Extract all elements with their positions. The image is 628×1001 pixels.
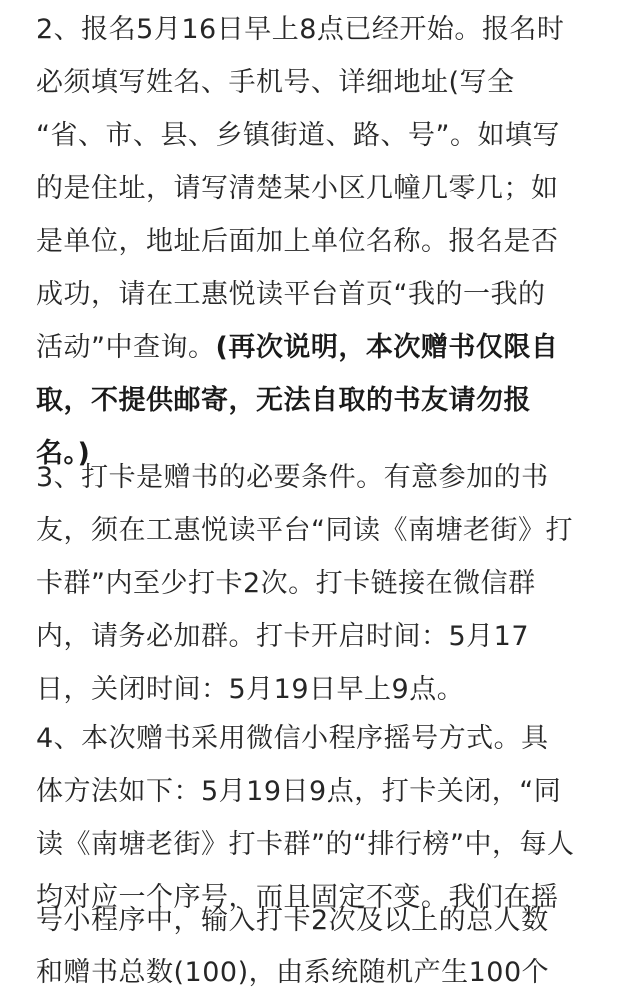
text-line: 日，关闭时间：5月19日早上9点。 — [36, 674, 465, 705]
text-line — [36, 320, 558, 376]
text-line: 内，请务必加群。打卡开启时间：5月17 — [36, 621, 530, 652]
text-line: 读《南塘老街》打卡群”的“排行榜”中，每人 — [36, 829, 575, 860]
text-line: 必须填写姓名、手机号、详细地址(写全 — [36, 67, 515, 98]
bold-notice-text: 名。) — [36, 438, 91, 469]
text-line: 成功，请在工惠悦读平台首页“我的一我的 — [36, 279, 546, 310]
text-line: 是单位，地址后面加上单位名称。报名是否 — [36, 226, 559, 257]
text-line: 的是住址，请写清楚某小区几幢几零几；如 — [36, 173, 559, 204]
text-line: “省、市、县、乡镇街道、路、号”。如填写 — [36, 120, 560, 151]
text-line: 卡群”内至少打卡2次。打卡链接在微信群 — [36, 568, 536, 599]
text-segment: 活动”中查询。 — [36, 332, 216, 363]
text-line: 均对应一个序号，而且固定不变。我们在摇 — [36, 882, 559, 913]
text-line: 和赠书总数(100)，由系统随机产生100个 — [36, 957, 550, 988]
text-line: 3、打卡是赠书的必要条件。有意参加的书 — [36, 462, 549, 493]
text-line: 号小程序中，输入打卡2次及以上的总人数 — [36, 905, 549, 936]
bold-notice-text: (再次说明，本次赠书仅限自 — [215, 332, 559, 363]
text-line: 友，须在工惠悦读平台“同读《南塘老街》打 — [36, 515, 573, 546]
text-line: 体方法如下：5月19日9点，打卡关闭，“同 — [36, 776, 562, 807]
bold-notice-text: 取，不提供邮寄，无法自取的书友请勿报 — [36, 385, 531, 416]
text-line: 2、报名5月16日早上8点已经开始。报名时 — [36, 14, 565, 45]
text-line: 4、本次赠书采用微信小程序摇号方式。具 — [36, 723, 549, 754]
